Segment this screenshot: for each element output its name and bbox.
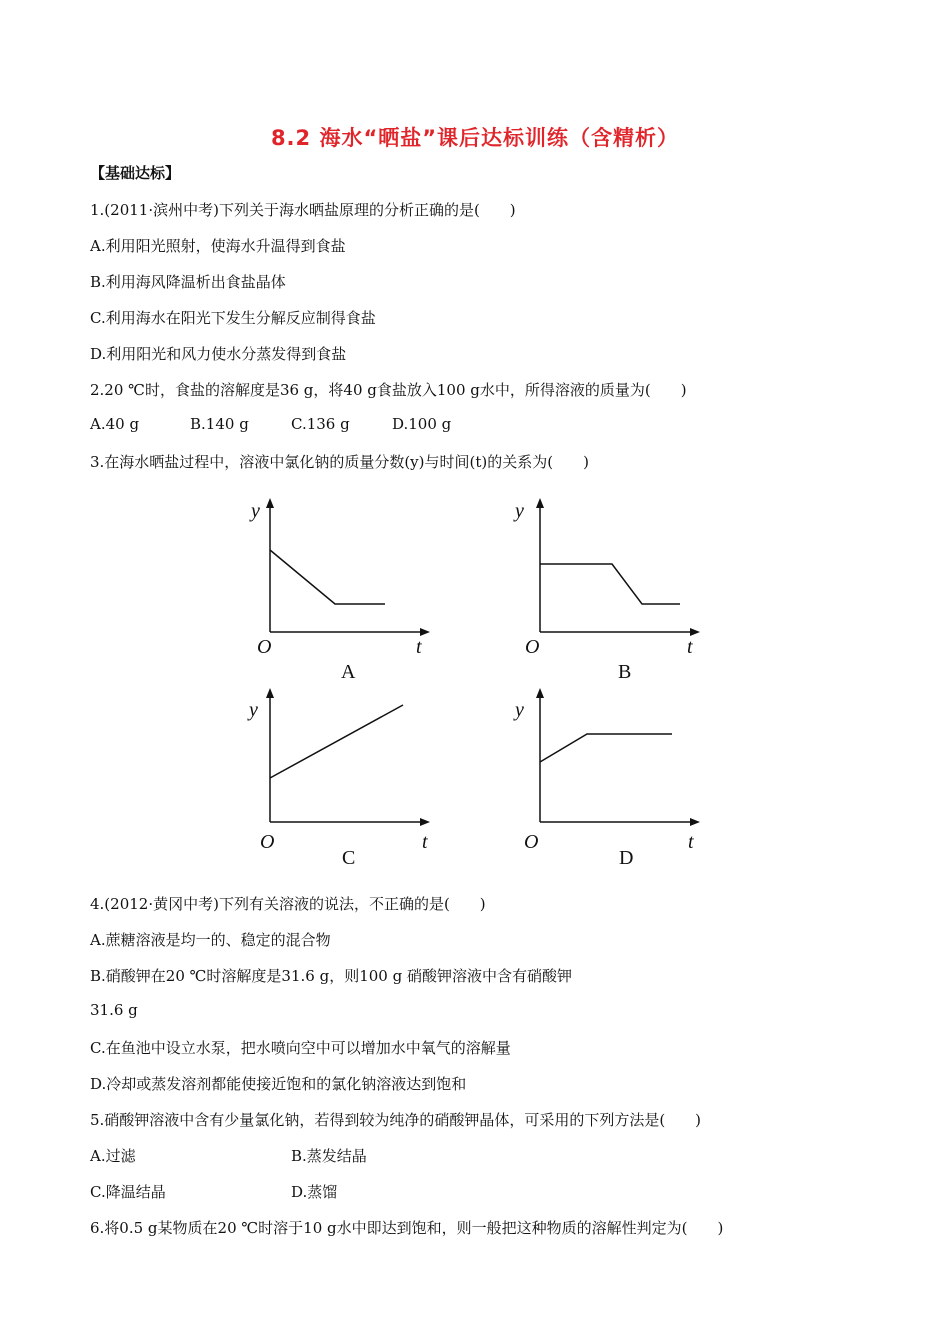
q1-option-c: C.利用海水在阳光下发生分解反应制得食盐: [90, 309, 376, 327]
graph-d-curve: [540, 734, 672, 762]
q6-stem: 6.将0.5 g某物质在20 ℃时溶于10 g水中即达到饱和，则一般把这种物质的溶解性判定为( ): [90, 1219, 724, 1237]
q1-option-d: D.利用阳光和风力使水分蒸发得到食盐: [90, 345, 347, 363]
q5-option-d: D.蒸馏: [291, 1183, 338, 1201]
q1-option-a: A.利用阳光照射，使海水升温得到食盐: [90, 237, 346, 255]
q4-option-d: D.冷却或蒸发溶剂都能使接近饱和的氯化钠溶液达到饱和: [90, 1075, 467, 1093]
document-title: 8.2 海水“晒盐”课后达标训练（含精析）: [270, 126, 680, 150]
q2-option-b: B.140 g: [190, 415, 249, 433]
graph-d: [515, 680, 715, 870]
q2-option-d: D.100 g: [392, 415, 452, 433]
q5-option-b: B.蒸发结晶: [291, 1147, 367, 1165]
q2-option-c: C.136 g: [291, 415, 350, 433]
graph-a: [245, 495, 445, 685]
graph-c: [245, 680, 445, 870]
graph-c-curve: [270, 705, 403, 778]
graph-b-y-label: y: [515, 500, 524, 522]
q5-option-a: A.过滤: [90, 1147, 136, 1165]
graph-d-t-label: t: [688, 831, 694, 853]
q5-stem: 5.硝酸钾溶液中含有少量氯化钠，若得到较为纯净的硝酸钾晶体，可采用的下列方法是( ): [90, 1111, 702, 1129]
graph-c-t-label: t: [422, 831, 428, 853]
q1-stem: 1.(2011·滨州中考)下列关于海水晒盐原理的分析正确的是( ): [90, 201, 516, 219]
graph-a-y-label: y: [251, 500, 260, 522]
q4-option-b-continued: 31.6 g: [90, 1001, 138, 1019]
q2-option-a: A.40 g: [90, 415, 140, 433]
q4-option-b: B.硝酸钾在20 ℃时溶解度是31.6 g，则100 g 硝酸钾溶液中含有硝酸钾: [90, 967, 572, 985]
graph-a-origin-label: O: [257, 636, 272, 658]
graph-c-caption: C: [342, 847, 356, 869]
q1-option-b: B.利用海风降温析出食盐晶体: [90, 273, 286, 291]
graph-b-caption: B: [618, 661, 632, 683]
graph-a-curve: [270, 550, 385, 604]
q4-option-a: A.蔗糖溶液是均一的、稳定的混合物: [90, 931, 331, 949]
section-heading: 【基础达标】: [90, 164, 181, 182]
q3-stem: 3.在海水晒盐过程中，溶液中氯化钠的质量分数(y)与时间(t)的关系为( ): [90, 453, 589, 471]
graph-d-y-label: y: [515, 699, 524, 721]
graph-d-origin-label: O: [524, 831, 539, 853]
graph-c-origin-label: O: [260, 831, 275, 853]
q2-stem: 2.20 ℃时，食盐的溶解度是36 g，将40 g食盐放入100 g水中，所得溶液的质量为( ): [90, 381, 687, 399]
q4-stem: 4.(2012·黄冈中考)下列有关溶液的说法，不正确的是( ): [90, 895, 486, 913]
graph-a-t-label: t: [416, 636, 422, 658]
graph-a-caption: A: [341, 661, 356, 683]
graph-b-t-label: t: [687, 636, 693, 658]
graph-b-curve: [540, 564, 680, 604]
q4-option-c: C.在鱼池中设立水泵，把水喷向空中可以增加水中氧气的溶解量: [90, 1039, 511, 1057]
graph-b: [515, 495, 715, 685]
graph-b-origin-label: O: [525, 636, 540, 658]
graph-c-y-label: y: [249, 699, 258, 721]
graph-d-caption: D: [619, 847, 634, 869]
q5-option-c: C.降温结晶: [90, 1183, 166, 1201]
